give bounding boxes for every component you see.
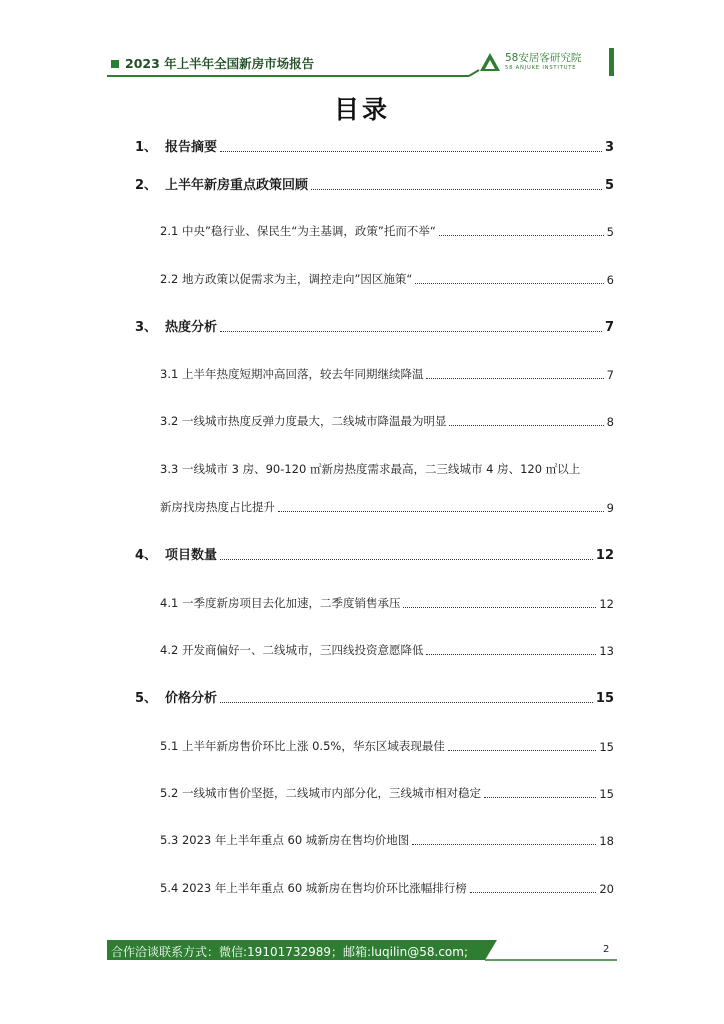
toc-page: 7 (606, 368, 614, 382)
header-accent-bar (609, 48, 614, 76)
toc-page: 15 (599, 787, 614, 801)
toc-label: 新房找房热度占比提升 (160, 500, 275, 514)
toc-leader (403, 606, 596, 608)
toc-label: 价格分析 (165, 691, 218, 706)
toc-entry-2-2[interactable] (0, 269, 724, 287)
toc-number: 4、 (135, 548, 158, 563)
toc-leader (415, 282, 603, 284)
toc-leader (439, 234, 604, 236)
toc-entry-2[interactable] (0, 175, 724, 193)
toc-label: 3.2 一线城市热度反弹力度最大，二线城市降温最为明显 (160, 414, 447, 428)
toc-leader (311, 188, 602, 190)
toc-page: 18 (599, 834, 614, 848)
toc-leader (412, 843, 596, 845)
toc-entry-1[interactable] (0, 137, 724, 155)
toc-title: 目录 (333, 95, 390, 124)
logo-text: 58安居客研究院 (505, 52, 582, 64)
toc-label: 5.1 上半年新房售价环比上涨 0.5%，华东区域表现最佳 (160, 739, 445, 753)
toc-leader (448, 749, 597, 751)
toc-label: 项目数量 (165, 548, 218, 563)
toc-leader (426, 377, 603, 379)
toc-entry-3-3[interactable] (0, 497, 724, 515)
page-footer (107, 940, 617, 962)
toc-number: 5、 (135, 691, 158, 706)
toc-label: 5.4 2023 年上半年重点 60 城新房在售均价环比涨幅排行榜 (160, 881, 467, 895)
toc-page: 15 (599, 740, 614, 754)
toc-number: 3、 (135, 320, 158, 335)
toc-page: 12 (595, 548, 614, 563)
toc-entry-2-1[interactable] (0, 221, 724, 239)
toc-entry-5-2[interactable] (0, 783, 724, 801)
toc-entry-5[interactable] (0, 688, 724, 706)
toc-leader (220, 701, 593, 703)
toc-page: 9 (606, 501, 614, 515)
page-number: 2 (603, 944, 610, 955)
toc-label: 4.2 开发商偏好一、二线城市，三四线投资意愿降低 (160, 643, 424, 657)
toc-entry-5-1[interactable] (0, 736, 724, 754)
toc-label: 5.2 一线城市售价坚挺，二线城市内部分化，三线城市相对稳定 (160, 786, 481, 800)
toc-leader (220, 330, 602, 332)
toc-page: 20 (599, 882, 614, 896)
report-title: 2023 年上半年全国新房市场报告 (125, 56, 315, 71)
toc-entry-3-1[interactable] (0, 364, 724, 382)
toc-page: 5 (606, 225, 614, 239)
toc-leader (470, 891, 597, 893)
toc-leader (449, 424, 603, 426)
toc-label: 2.2 地方政策以促需求为主，调控走向”因区施策“ (160, 272, 413, 286)
toc-label: 2.1 中央”稳行业、保民生“为主基调，政策”托而不举“ (160, 224, 436, 238)
toc-entry-3[interactable] (0, 317, 724, 335)
toc-entry-5-4[interactable] (0, 878, 724, 896)
header-square-icon (111, 60, 119, 68)
toc-label: 报告摘要 (165, 140, 218, 155)
toc-page: 13 (599, 644, 614, 658)
toc-leader (220, 558, 593, 560)
toc-entry-4-2[interactable] (0, 640, 724, 658)
logo-subtext: 58 ANJUKE INSTITUTE (505, 65, 577, 71)
toc-page: 15 (595, 691, 614, 706)
toc-page: 7 (604, 320, 614, 335)
toc-label: 热度分析 (165, 320, 218, 335)
toc-page: 8 (606, 415, 614, 429)
toc-leader (484, 796, 596, 798)
logo-icon (479, 52, 501, 72)
contact-info: 合作洽谈联系方式：微信:19101732989；邮箱:luqilin@58.com; (111, 945, 468, 959)
toc-page: 12 (599, 597, 614, 611)
toc-entry-4[interactable] (0, 545, 724, 563)
toc-leader (426, 653, 596, 655)
toc-label: 上半年新房重点政策回顾 (165, 178, 309, 193)
toc-leader (278, 510, 604, 512)
toc-label: 5.3 2023 年上半年重点 60 城新房在售均价地图 (160, 833, 410, 847)
toc-entry-5-3[interactable] (0, 830, 724, 848)
toc-label: 3.1 上半年热度短期冲高回落，较去年同期继续降温 (160, 367, 424, 381)
page-header (107, 48, 617, 80)
toc-page: 6 (606, 273, 614, 287)
toc-label: 4.1 一季度新房项目去化加速，二季度销售承压 (160, 596, 401, 610)
toc-page: 3 (604, 140, 614, 155)
toc-number: 1、 (135, 140, 158, 155)
toc-entry-3-3-line1[interactable]: 3.3 一线城市 3 房、90-120 ㎡新房热度需求最高，二三线城市 4 房、120 ㎡以上 (160, 462, 581, 476)
toc-number: 2、 (135, 178, 158, 193)
toc-entry-3-2[interactable] (0, 411, 724, 429)
toc-leader (220, 150, 602, 152)
toc-page: 5 (604, 178, 614, 193)
toc-entry-4-1[interactable] (0, 593, 724, 611)
